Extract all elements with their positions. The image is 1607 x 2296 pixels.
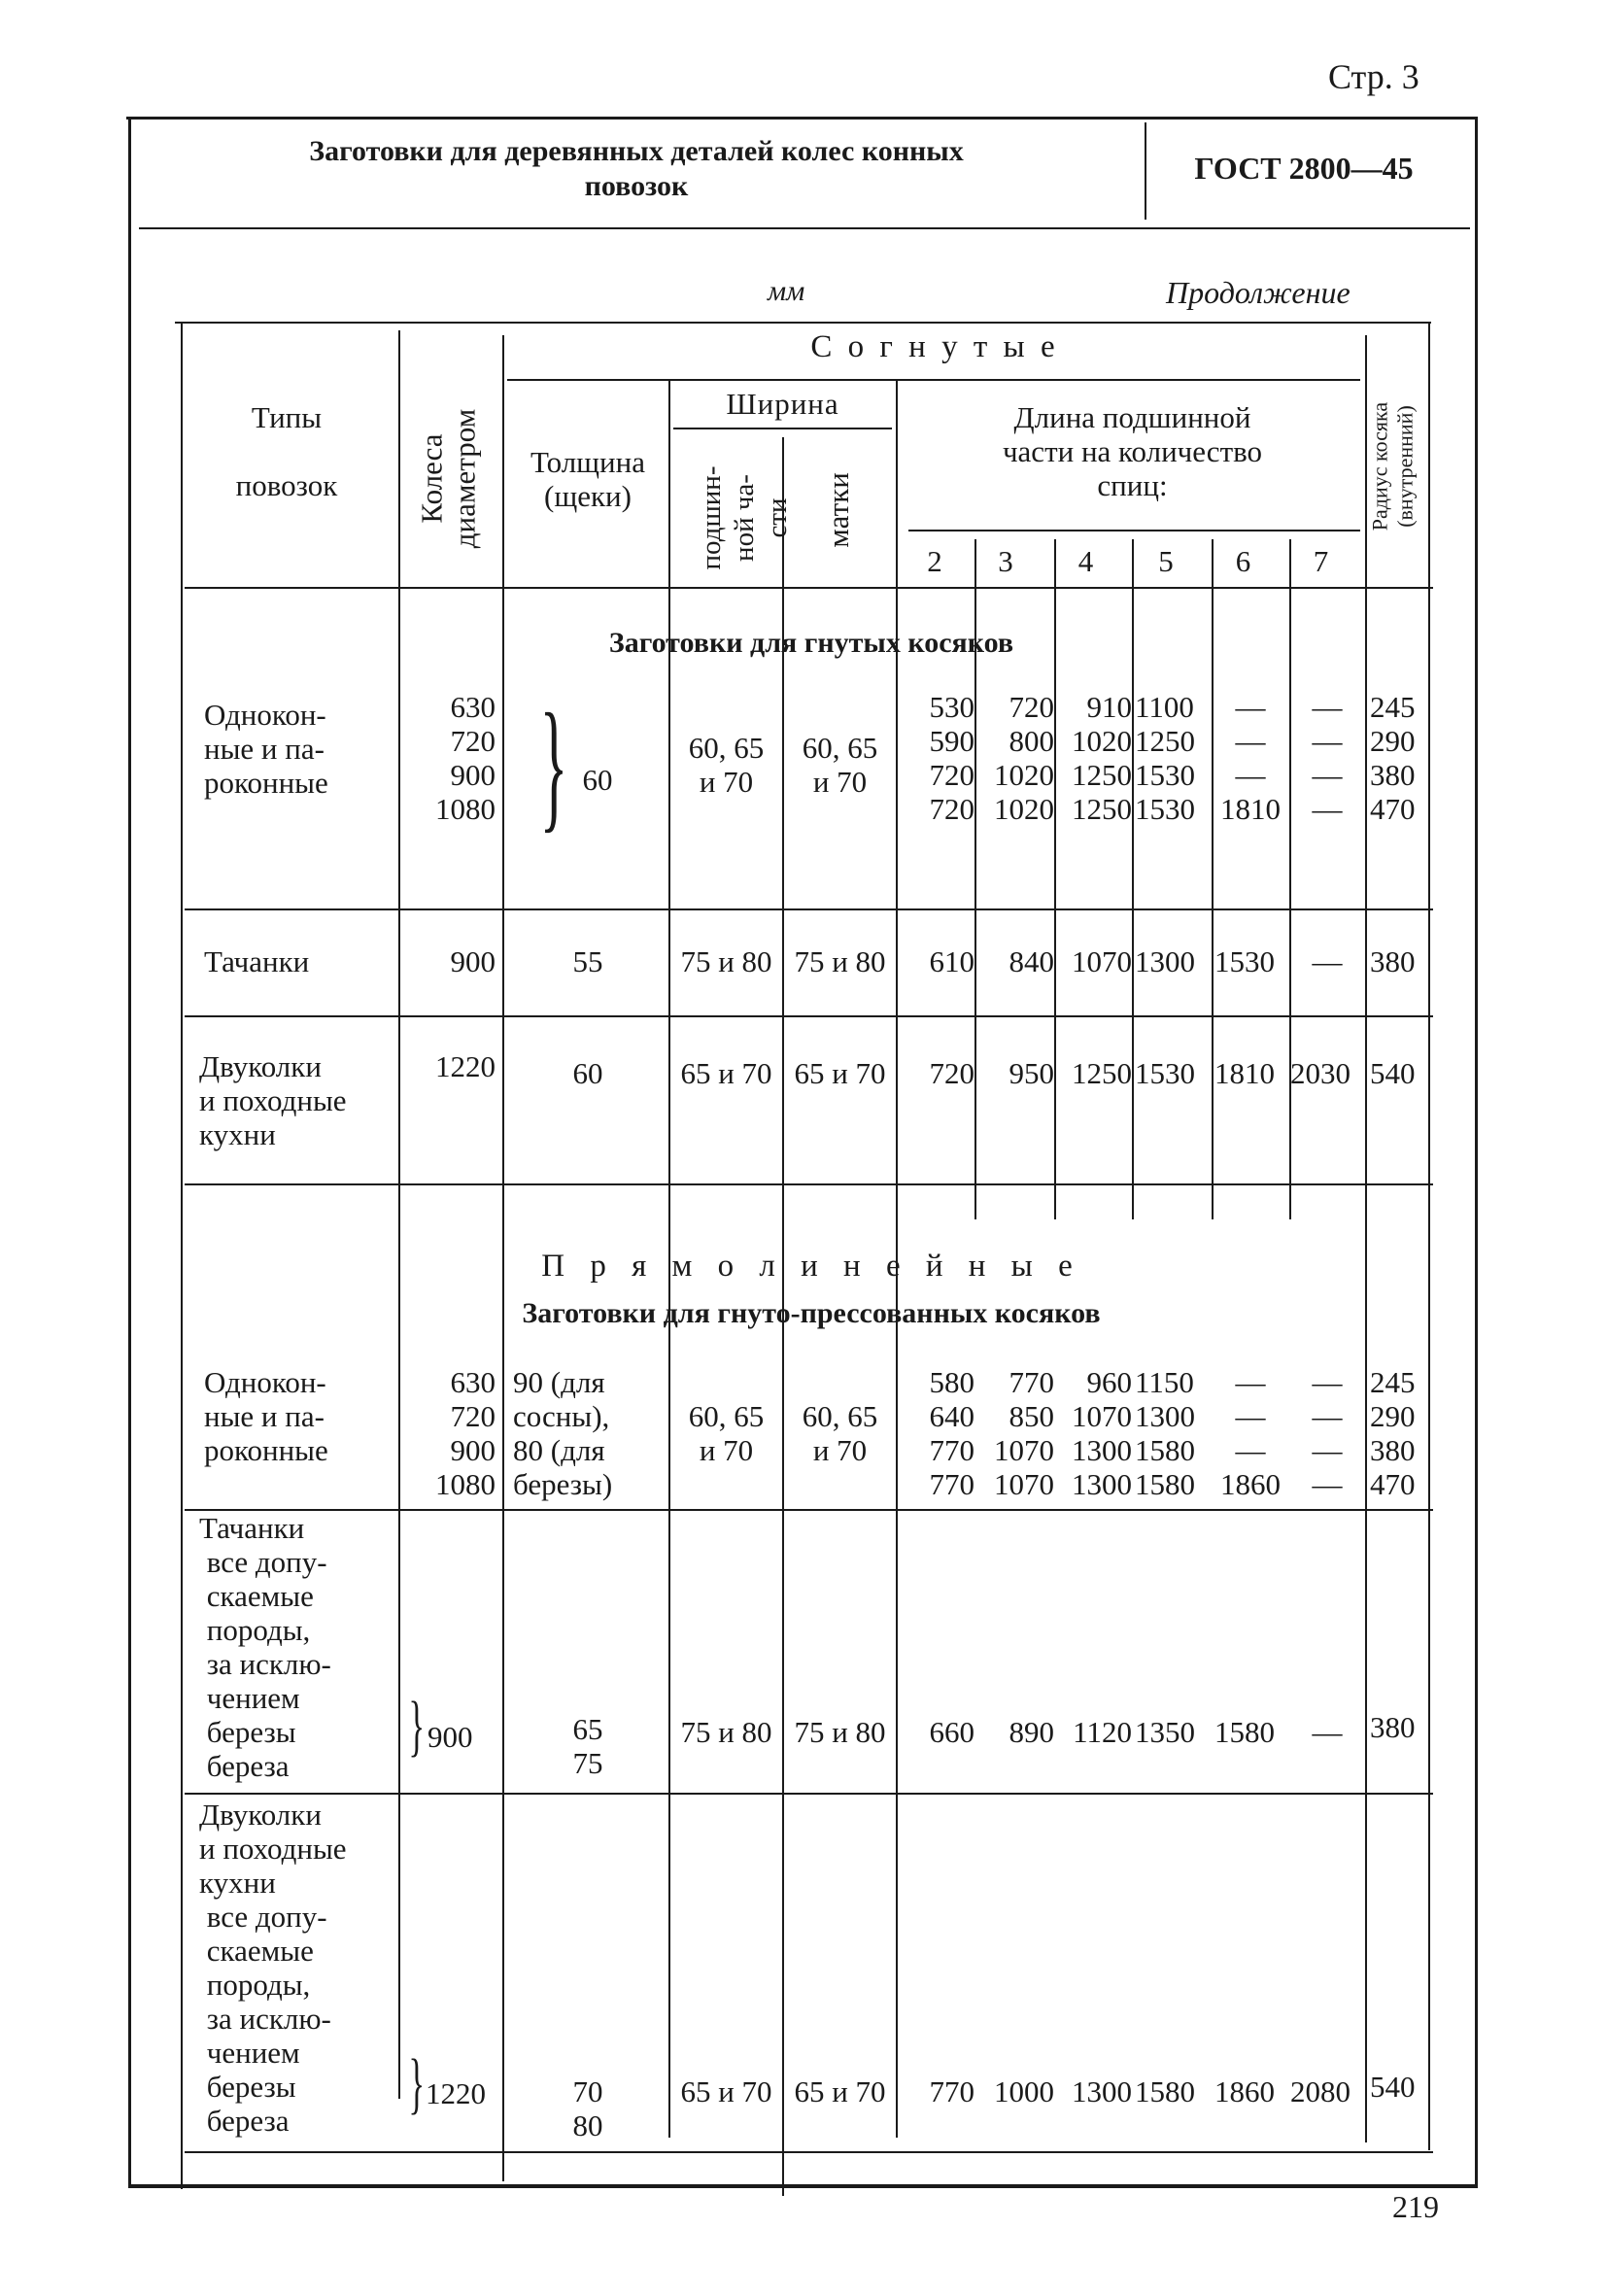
s2-r2-separator (185, 1793, 1433, 1795)
s1-r1-l3: 720 800 1020 1020 (994, 690, 1054, 826)
s2-r1-radius: 245 290 380 470 (1370, 1365, 1416, 1501)
s1-r3-l3: 950 (1009, 1056, 1054, 1090)
width-hub-header: подшин- ной ча- сти (696, 465, 793, 570)
header-divider (1145, 122, 1146, 220)
header-bottom-line (139, 227, 1470, 229)
spokes-6: 6 (1235, 544, 1251, 578)
table-right-border (1428, 324, 1430, 2150)
s2-r2-l4: 1120 (1073, 1715, 1132, 1749)
s1-r1-l5: 1100 1250 1530 1530 (1135, 690, 1195, 826)
s1-r1-l7: — — — — (1312, 690, 1343, 826)
s2-r2-l6: 1580 (1214, 1715, 1275, 1749)
table-top-border (175, 322, 1431, 324)
section1-title: Заготовки для гнутых косяков (608, 627, 1014, 659)
s2-r3-l3: 1000 (994, 2074, 1054, 2108)
s2-r2-l2: 660 (929, 1715, 974, 1749)
diameter-header: Колеса диаметром (414, 408, 482, 549)
s1-r2-l2: 610 (929, 944, 974, 978)
s1-r2-l4: 1070 (1072, 944, 1132, 978)
units-label: мм (768, 275, 805, 307)
s1-r1-separator (185, 908, 1433, 910)
s2-r1-thickness: 90 (для сосны), 80 (для березы) (513, 1365, 613, 1501)
s1-r2-l7: — (1312, 944, 1343, 978)
continued-label: Продолжение (1166, 275, 1351, 310)
s1-r3-l2: 720 (929, 1056, 974, 1090)
frame-top-line (126, 117, 1477, 120)
s2-r3-thickness: 70 80 (572, 2074, 603, 2142)
types-header: Типы повозок (235, 400, 338, 502)
s1-r2-radius: 380 (1370, 944, 1416, 978)
s1-r3-type: Двуколки и походные кухни (199, 1049, 347, 1151)
s1-r3-l7: 2030 (1290, 1056, 1351, 1090)
s2-r1-l7: — — — — (1312, 1365, 1343, 1501)
width-mother-header: матки (821, 472, 855, 548)
s2-r3-width-mother: 65 и 70 (794, 2074, 886, 2108)
s2-r3-width-hub: 65 и 70 (680, 2074, 772, 2108)
page-number: 219 (1392, 2189, 1439, 2224)
bent-header: С о г н у т ы е (810, 329, 1059, 364)
header-bottom-border (185, 587, 1433, 589)
s2-r3-diameters: 1220 (426, 2076, 486, 2110)
s1-r2-l3: 840 (1009, 944, 1054, 978)
radius-header: Радиус косяка (внутренний) (1367, 401, 1418, 531)
s2-r3-radius: 540 (1370, 2070, 1416, 2104)
s2-r2-thickness: 65 75 (572, 1712, 603, 1780)
header-title: Заготовки для деревянных деталей колес конных повозок (309, 135, 964, 202)
s1-r1-radius: 245 290 380 470 (1370, 690, 1416, 826)
s1-r1-l4: 910 1020 1250 1250 (1072, 690, 1132, 826)
s1-r1-width-hub: 60, 65 и 70 (688, 731, 765, 799)
spokes-7: 7 (1313, 544, 1329, 578)
s2-r1-l5: 1150 1300 1580 1580 (1135, 1365, 1195, 1501)
gost-number: ГОСТ 2800—45 (1194, 151, 1414, 186)
frame-left-line (128, 117, 131, 2186)
s1-r3-diameters: 1220 (435, 1049, 496, 1083)
s2-r2-radius: 380 (1370, 1710, 1416, 1744)
page-label-top: Стр. 3 (1328, 57, 1419, 96)
s2-r1-width-mother: 60, 65 и 70 (802, 1399, 878, 1467)
s1-r3-thickness: 60 (572, 1056, 603, 1090)
s1-r2-l5: 1300 (1135, 944, 1195, 978)
s2-r3-l6: 1860 (1214, 2074, 1275, 2108)
s1-r2-l6: 1530 (1214, 944, 1275, 978)
spokes-5: 5 (1158, 544, 1174, 578)
spokes-3: 3 (998, 544, 1013, 578)
thickness-header: Толщина (щеки) (530, 445, 645, 513)
frame-right-line (1475, 117, 1478, 2186)
s1-r3-l5: 1530 (1135, 1056, 1195, 1090)
s2-r1-l2: 580 640 770 770 (929, 1365, 974, 1501)
s2-r1-l6: — — — 1860 (1220, 1365, 1281, 1501)
s2-r2-brace-icon: } (408, 1689, 426, 1764)
s1-r2-width-hub: 75 и 80 (680, 944, 772, 978)
s2-r1-type: Однокон- ные и па- роконные (204, 1365, 328, 1467)
s2-r2-width-mother: 75 и 80 (794, 1715, 886, 1749)
s1-r3-width-hub: 65 и 70 (680, 1056, 772, 1090)
s2-r2-diameters: 900 (427, 1720, 473, 1754)
s1-r1-diameters: 630 720 900 1080 (435, 690, 496, 826)
s1-r1-type: Однокон- ные и па- роконные (204, 698, 328, 800)
s1-r3-l6: 1810 (1214, 1056, 1275, 1090)
width-underline (673, 428, 892, 429)
s2-r2-type: Тачанки все допу- скаемые породы, за исклю- чением березы береза (199, 1511, 331, 1783)
s2-r1-l3: 770 850 1070 1070 (994, 1365, 1054, 1501)
s1-r3-separator (185, 1183, 1433, 1185)
s1-r2-width-mother: 75 и 80 (794, 944, 886, 978)
s2-r3-type: Двуколки и походные кухни все допу- скаемые породы, за исклю- чением березы береза (199, 1798, 347, 2138)
frame-bottom-line (128, 2184, 1478, 2188)
s2-r3-l5: 1580 (1135, 2074, 1195, 2108)
s1-r2-thickness: 55 (572, 944, 603, 978)
s2-r1-l4: 960 1070 1300 1300 (1072, 1365, 1132, 1501)
section2-subtitle: П р я м о л и н е й н ы е (541, 1249, 1081, 1284)
s2-r1-width-hub: 60, 65 и 70 (688, 1399, 765, 1467)
s1-r1-l6: — — — 1810 (1220, 690, 1281, 826)
s2-r2-width-hub: 75 и 80 (680, 1715, 772, 1749)
bent-underline (507, 379, 1360, 381)
length-header: Длина подшинной части на количество спиц: (1002, 400, 1263, 502)
s1-r2-type: Тачанки (204, 944, 310, 978)
s1-r3-l4: 1250 (1072, 1056, 1132, 1090)
s2-r3-l7: 2080 (1290, 2074, 1351, 2108)
width-header: Ширина (726, 387, 839, 421)
s1-r3-radius: 540 (1370, 1056, 1416, 1090)
s1-r1-width-mother: 60, 65 и 70 (802, 731, 878, 799)
length-underline (908, 530, 1360, 531)
s2-r2-l7: — (1312, 1715, 1343, 1749)
table-bottom-border (185, 2151, 1433, 2153)
s2-r3-l2: 770 (929, 2074, 974, 2108)
s1-r2-separator (185, 1015, 1433, 1017)
s2-r3-brace-icon: } (408, 2046, 426, 2121)
col-line-l7 (1365, 335, 1367, 2142)
s1-r1-brace-icon: } (539, 684, 568, 845)
s2-r1-diameters: 630 720 900 1080 (435, 1365, 496, 1501)
s1-r3-width-mother: 65 и 70 (794, 1056, 886, 1090)
table-left-border (181, 324, 183, 2189)
s2-r2-l3: 890 (1009, 1715, 1054, 1749)
spokes-2: 2 (927, 544, 942, 578)
s1-r1-l2: 530 590 720 720 (929, 690, 974, 826)
s2-r3-l4: 1300 (1072, 2074, 1132, 2108)
s2-r2-l5: 1350 (1135, 1715, 1195, 1749)
s1-r2-diameters: 900 (450, 944, 496, 978)
spokes-4: 4 (1077, 544, 1094, 578)
section2-title: Заготовки для гнуто-прессованных косяков (522, 1297, 1101, 1329)
s1-r1-thickness: 60 (582, 763, 613, 797)
